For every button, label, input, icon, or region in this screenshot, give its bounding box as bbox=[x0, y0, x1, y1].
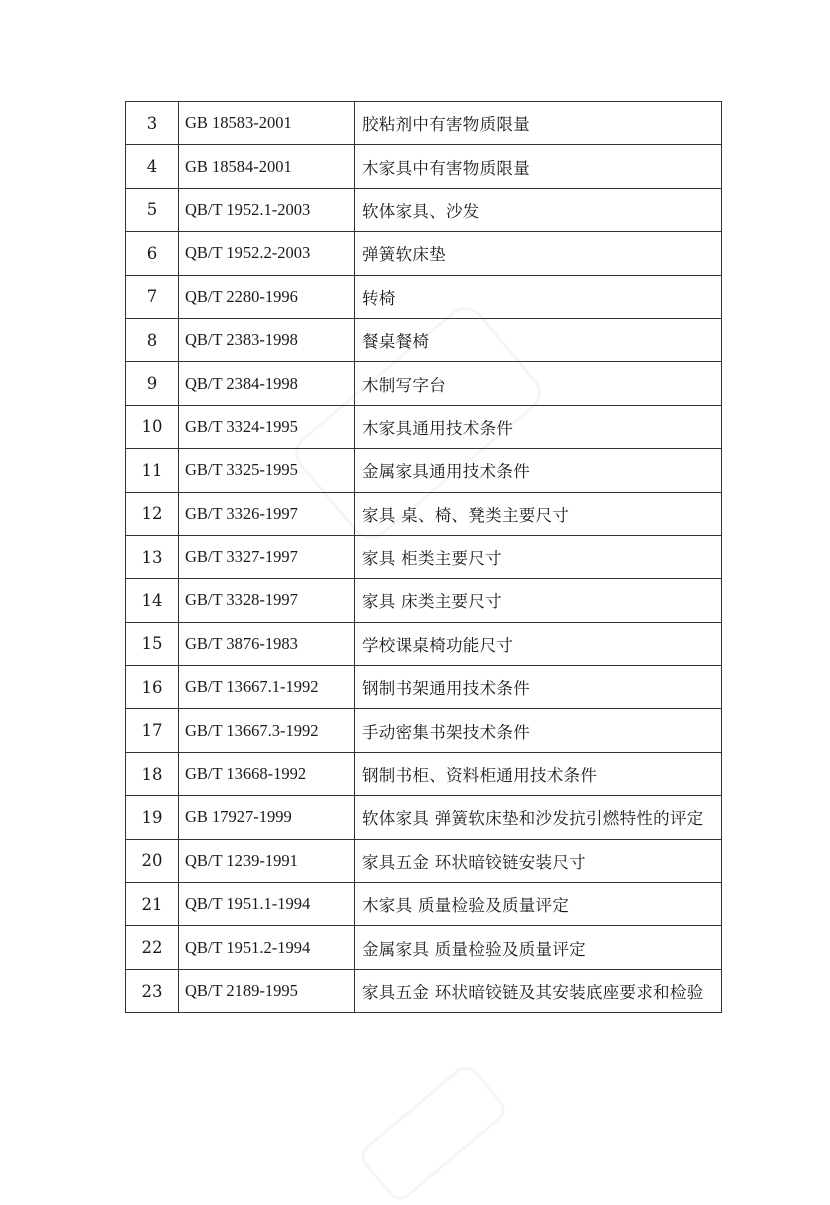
table-row bbox=[126, 318, 722, 361]
standard-code-cell: GB/T 3325-1995 bbox=[179, 449, 355, 492]
table-row bbox=[126, 275, 722, 318]
table-row bbox=[126, 362, 722, 405]
standard-code-cell: GB/T 3324-1995 bbox=[179, 405, 355, 448]
row-number-cell: 12 bbox=[126, 492, 179, 535]
standard-name-cell: 家具五金 环状暗铰链安装尺寸 bbox=[355, 839, 722, 882]
standard-code-cell: GB/T 3328-1997 bbox=[179, 579, 355, 622]
standard-code-cell: QB/T 1951.1-1994 bbox=[179, 883, 355, 926]
standard-name-cell: 家具 柜类主要尺寸 bbox=[355, 535, 722, 578]
standard-code-cell: GB/T 3326-1997 bbox=[179, 492, 355, 535]
table-row bbox=[126, 405, 722, 448]
standard-name-cell: 胶粘剂中有害物质限量 bbox=[355, 102, 722, 145]
row-number-cell: 14 bbox=[126, 579, 179, 622]
row-number-cell: 23 bbox=[126, 969, 179, 1012]
standard-code-cell: GB/T 3876-1983 bbox=[179, 622, 355, 665]
row-number-cell: 19 bbox=[126, 796, 179, 839]
standard-code-cell: QB/T 2383-1998 bbox=[179, 318, 355, 361]
standard-name-cell: 木家具通用技术条件 bbox=[355, 405, 722, 448]
watermark-logo bbox=[356, 1061, 510, 1205]
standard-name-cell: 软体家具 弹簧软床垫和沙发抗引燃特性的评定 bbox=[355, 796, 722, 839]
row-number-cell: 22 bbox=[126, 926, 179, 969]
table-row bbox=[126, 535, 722, 578]
table-row bbox=[126, 579, 722, 622]
standard-code-cell: QB/T 1951.2-1994 bbox=[179, 926, 355, 969]
table-row bbox=[126, 622, 722, 665]
row-number-cell: 9 bbox=[126, 362, 179, 405]
table-row bbox=[126, 752, 722, 795]
row-number-cell: 17 bbox=[126, 709, 179, 752]
table-row bbox=[126, 839, 722, 882]
row-number-cell: 8 bbox=[126, 318, 179, 361]
standards-table-body bbox=[126, 102, 722, 1013]
standard-code-cell: GB/T 13667.1-1992 bbox=[179, 666, 355, 709]
standard-name-cell: 学校课桌椅功能尺寸 bbox=[355, 622, 722, 665]
row-number-cell: 13 bbox=[126, 535, 179, 578]
table-row bbox=[126, 709, 722, 752]
table-row bbox=[126, 666, 722, 709]
standard-code-cell: GB 18584-2001 bbox=[179, 145, 355, 188]
row-number-cell: 21 bbox=[126, 883, 179, 926]
standard-name-cell: 金属家具通用技术条件 bbox=[355, 449, 722, 492]
standards-table bbox=[125, 101, 722, 1013]
row-number-cell: 7 bbox=[126, 275, 179, 318]
standard-code-cell: QB/T 1952.2-2003 bbox=[179, 232, 355, 275]
standard-name-cell: 金属家具 质量检验及质量评定 bbox=[355, 926, 722, 969]
row-number-cell: 5 bbox=[126, 188, 179, 231]
row-number-cell: 11 bbox=[126, 449, 179, 492]
table-row bbox=[126, 926, 722, 969]
row-number-cell: 3 bbox=[126, 102, 179, 145]
row-number-cell: 18 bbox=[126, 752, 179, 795]
table-row bbox=[126, 449, 722, 492]
standard-code-cell: GB 18583-2001 bbox=[179, 102, 355, 145]
table-row bbox=[126, 188, 722, 231]
table-row bbox=[126, 145, 722, 188]
standard-name-cell: 软体家具、沙发 bbox=[355, 188, 722, 231]
standard-name-cell: 钢制书柜、资料柜通用技术条件 bbox=[355, 752, 722, 795]
table-row bbox=[126, 969, 722, 1012]
standard-name-cell: 木家具中有害物质限量 bbox=[355, 145, 722, 188]
table-row bbox=[126, 492, 722, 535]
standard-code-cell: QB/T 1952.1-2003 bbox=[179, 188, 355, 231]
table-row bbox=[126, 232, 722, 275]
row-number-cell: 4 bbox=[126, 145, 179, 188]
standard-code-cell: QB/T 2384-1998 bbox=[179, 362, 355, 405]
row-number-cell: 6 bbox=[126, 232, 179, 275]
standard-name-cell: 家具五金 环状暗铰链及其安装底座要求和检验 bbox=[355, 969, 722, 1012]
standard-name-cell: 弹簧软床垫 bbox=[355, 232, 722, 275]
standard-code-cell: QB/T 2280-1996 bbox=[179, 275, 355, 318]
standard-name-cell: 钢制书架通用技术条件 bbox=[355, 666, 722, 709]
standard-name-cell: 家具 桌、椅、凳类主要尺寸 bbox=[355, 492, 722, 535]
row-number-cell: 15 bbox=[126, 622, 179, 665]
standard-name-cell: 转椅 bbox=[355, 275, 722, 318]
table-row bbox=[126, 883, 722, 926]
standard-code-cell: QB/T 1239-1991 bbox=[179, 839, 355, 882]
standard-code-cell: GB/T 13668-1992 bbox=[179, 752, 355, 795]
standard-name-cell: 木家具 质量检验及质量评定 bbox=[355, 883, 722, 926]
table-row bbox=[126, 102, 722, 145]
row-number-cell: 10 bbox=[126, 405, 179, 448]
standard-code-cell: QB/T 2189-1995 bbox=[179, 969, 355, 1012]
row-number-cell: 16 bbox=[126, 666, 179, 709]
standard-name-cell: 手动密集书架技术条件 bbox=[355, 709, 722, 752]
table-row bbox=[126, 796, 722, 839]
standard-name-cell: 木制写字台 bbox=[355, 362, 722, 405]
standard-name-cell: 家具 床类主要尺寸 bbox=[355, 579, 722, 622]
standard-code-cell: GB 17927-1999 bbox=[179, 796, 355, 839]
standard-name-cell: 餐桌餐椅 bbox=[355, 318, 722, 361]
standard-code-cell: GB/T 3327-1997 bbox=[179, 535, 355, 578]
standard-code-cell: GB/T 13667.3-1992 bbox=[179, 709, 355, 752]
row-number-cell: 20 bbox=[126, 839, 179, 882]
